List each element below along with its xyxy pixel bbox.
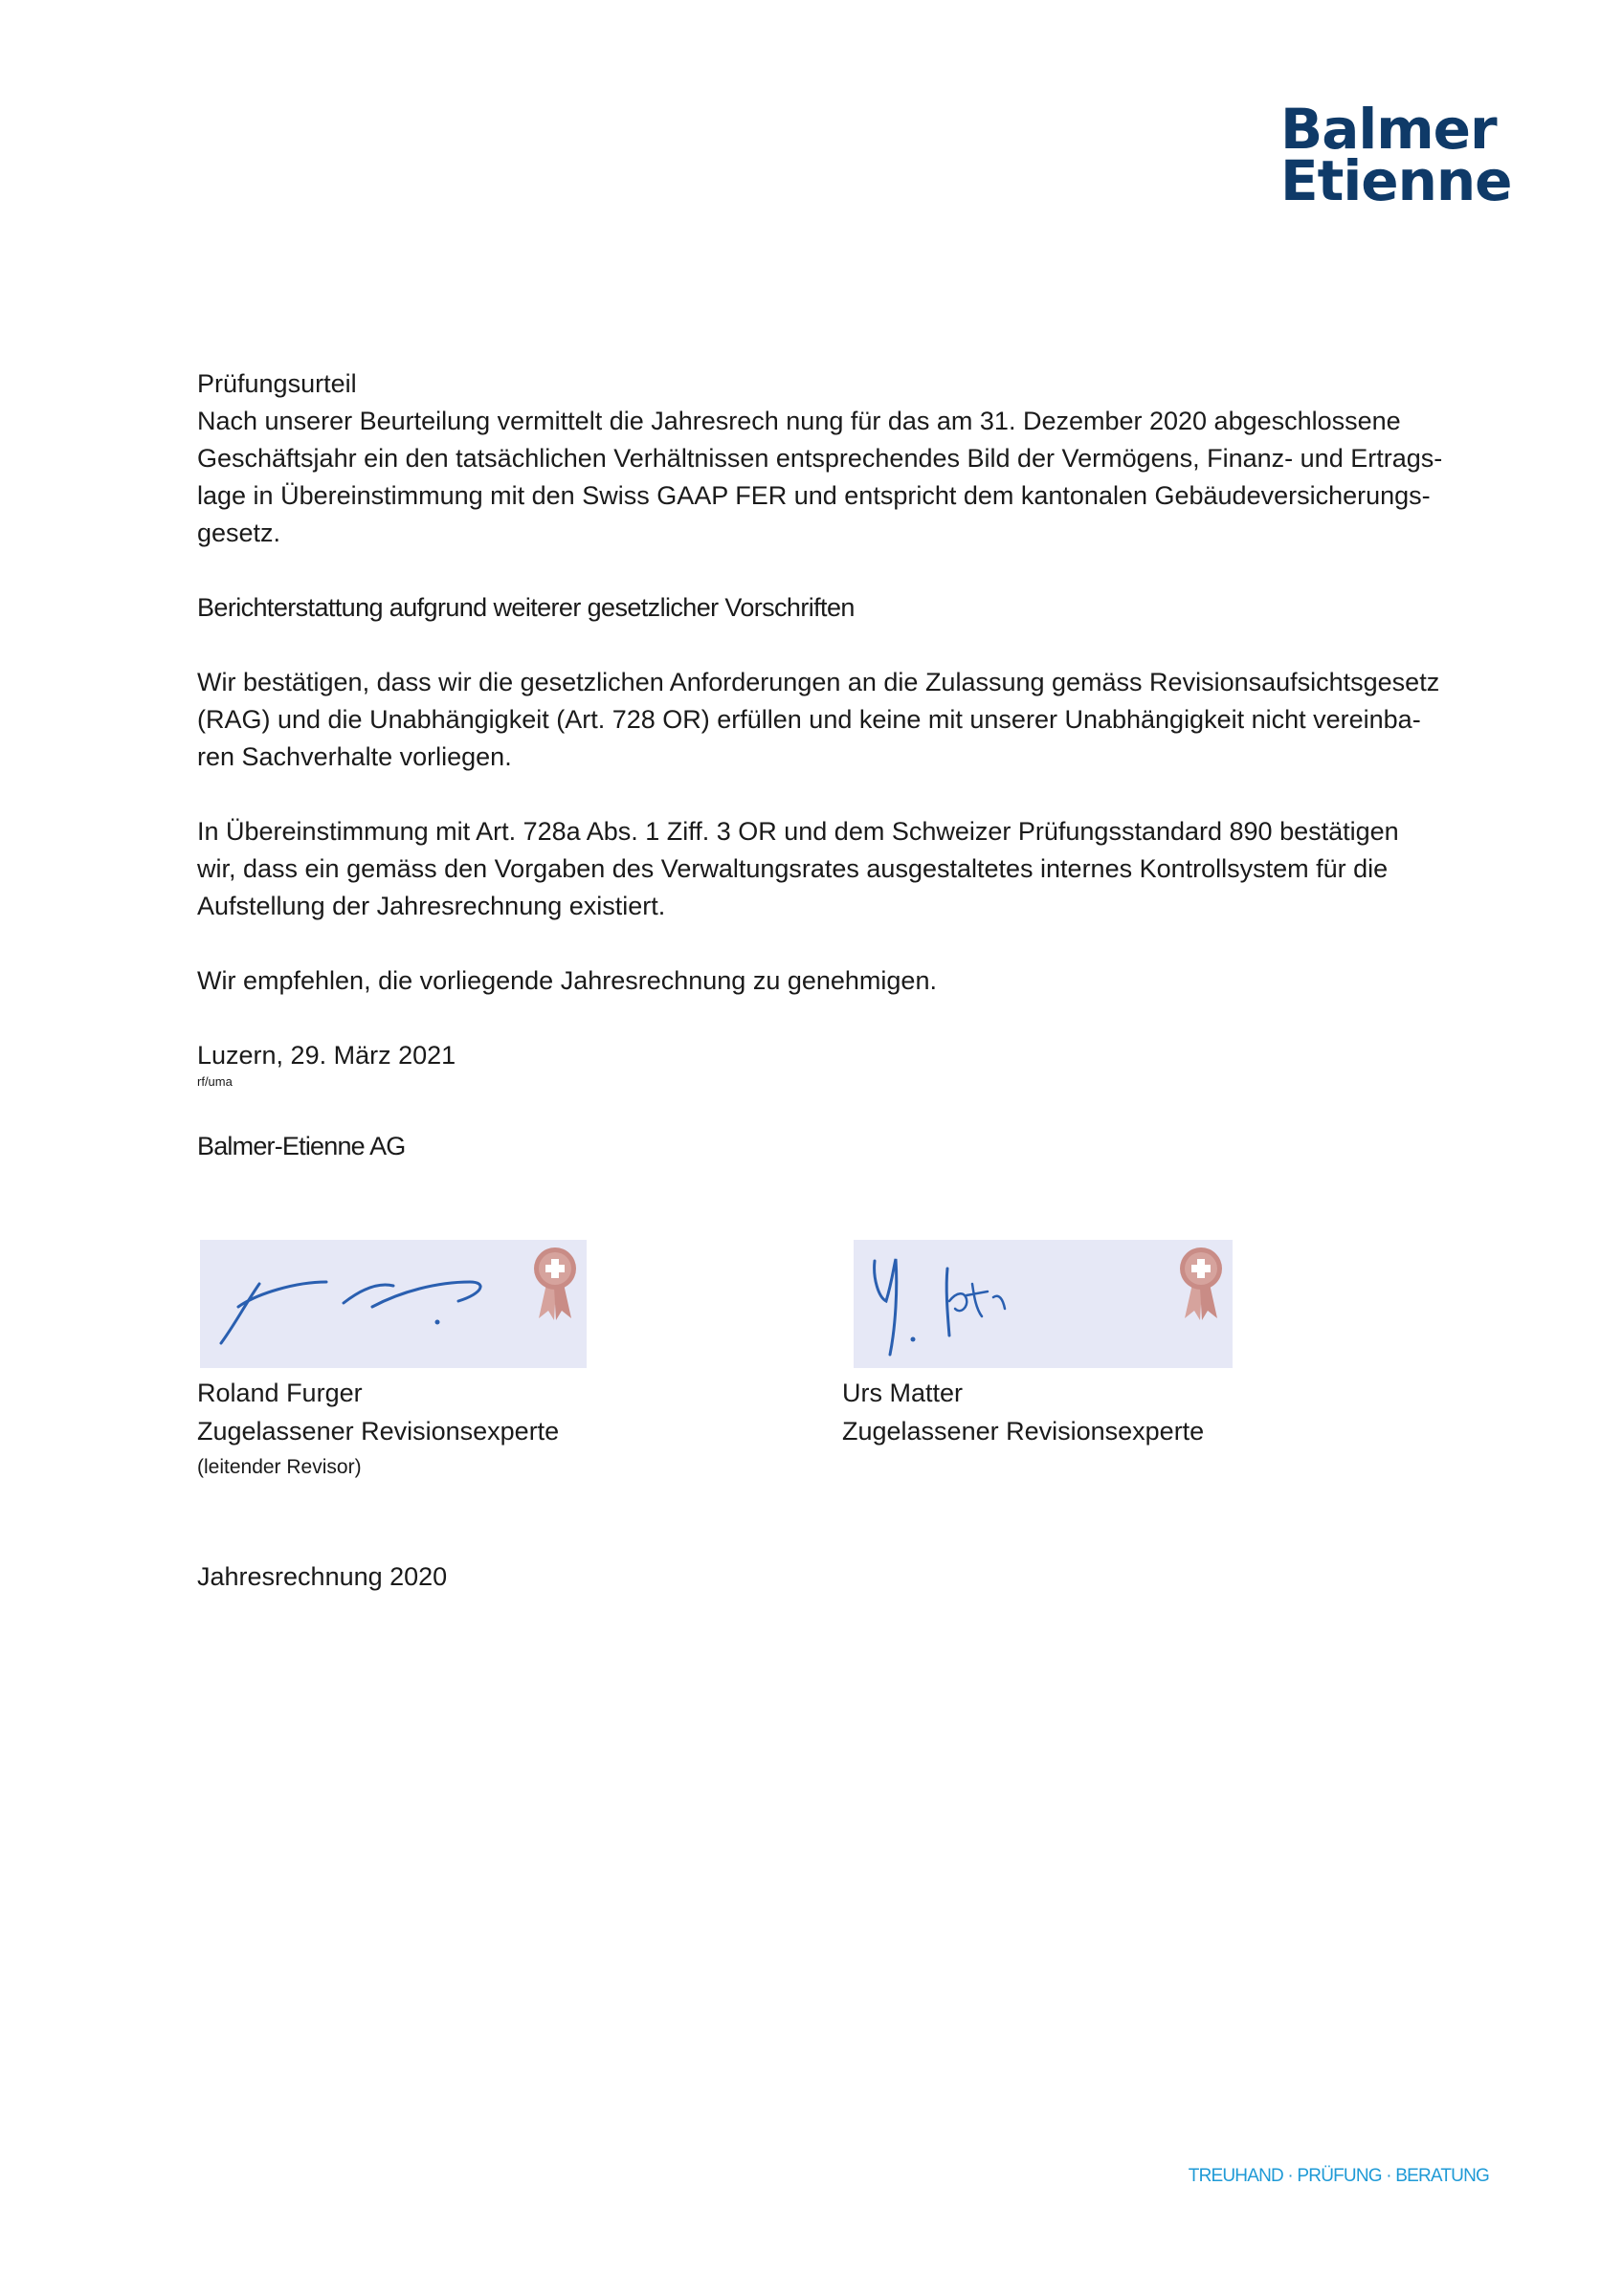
- report-body: [197, 365, 1518, 1165]
- signatory-note: (leitender Revisor): [197, 1456, 362, 1478]
- company-name: Balmer-Etienne AG: [197, 1132, 406, 1160]
- logo-line-1: Balmer: [1280, 97, 1497, 162]
- section-heading: Berichterstattung aufgrund weiterer gesetzlicher Vorschriften: [197, 593, 855, 622]
- opinion-line: lage in Übereinstimmung mit den Swiss GAAP FER und entspricht dem kantonalen Gebäudeversicherungs-: [197, 481, 1431, 510]
- initials: rf/uma: [197, 1074, 233, 1089]
- signatory-title: Zugelassener Revisionsexperte: [197, 1417, 560, 1446]
- opinion-line: Nach unserer Beurteilung vermittelt die Jahresrech nung für das am 31. Dezember 2020 abgeschlossene: [197, 407, 1401, 435]
- recommendation: Wir empfehlen, die vorliegende Jahresrechnung zu genehmigen.: [197, 966, 937, 995]
- opinion-line: Geschäftsjahr ein den tatsächlichen Verhältnissen entsprechendes Bild der Vermögens, Finanz- und Ertrags-: [197, 444, 1443, 473]
- confirmation-line: Wir bestätigen, dass wir die gesetzlichen Anforderungen an die Zulassung gemäss Revisionsaufsichtsgesetz: [197, 668, 1440, 696]
- signatory-right: [842, 1240, 1233, 1450]
- confirmation-line: ren Sachverhalte vorliegen.: [197, 742, 512, 771]
- signature-image-matter: [854, 1240, 1233, 1368]
- control-system-line: Aufstellung der Jahresrechnung existiert.: [197, 892, 666, 920]
- company-tagline: TREUHAND · PRÜFUNG · BERATUNG: [1188, 2166, 1489, 2186]
- control-system-line: In Übereinstimmung mit Art. 728a Abs. 1 Ziff. 3 OR und dem Schweizer Prüfungsstandard 890 bestätigen: [197, 817, 1399, 846]
- swiss-seal-icon: [1177, 1246, 1225, 1322]
- confirmation-line: (RAG) und die Unabhängigkeit (Art. 728 OR) erfüllen und keine mit unserer Unabhängigkeit nicht vereinba-: [197, 705, 1421, 734]
- document-reference: Jahresrechnung 2020: [197, 1562, 448, 1591]
- opinion-title: Prüfungsurteil: [197, 369, 357, 398]
- opinion-line: gesetz.: [197, 519, 281, 547]
- signatory-left: [197, 1240, 587, 1485]
- signatory-name: Roland Furger: [197, 1379, 363, 1407]
- control-system-line: wir, dass ein gemäss den Vorgaben des Verwaltungsrates ausgestaltetes internes Kontrollsystem für die: [197, 854, 1389, 883]
- signature-image-furger: [200, 1240, 587, 1368]
- place-date: Luzern, 29. März 2021: [197, 1041, 456, 1070]
- signatory-title: Zugelassener Revisionsexperte: [842, 1417, 1205, 1446]
- signatory-name: Urs Matter: [842, 1379, 964, 1407]
- swiss-seal-icon: [531, 1246, 579, 1322]
- logo-line-2: Etienne: [1280, 148, 1512, 213]
- company-logo: [1280, 97, 1520, 213]
